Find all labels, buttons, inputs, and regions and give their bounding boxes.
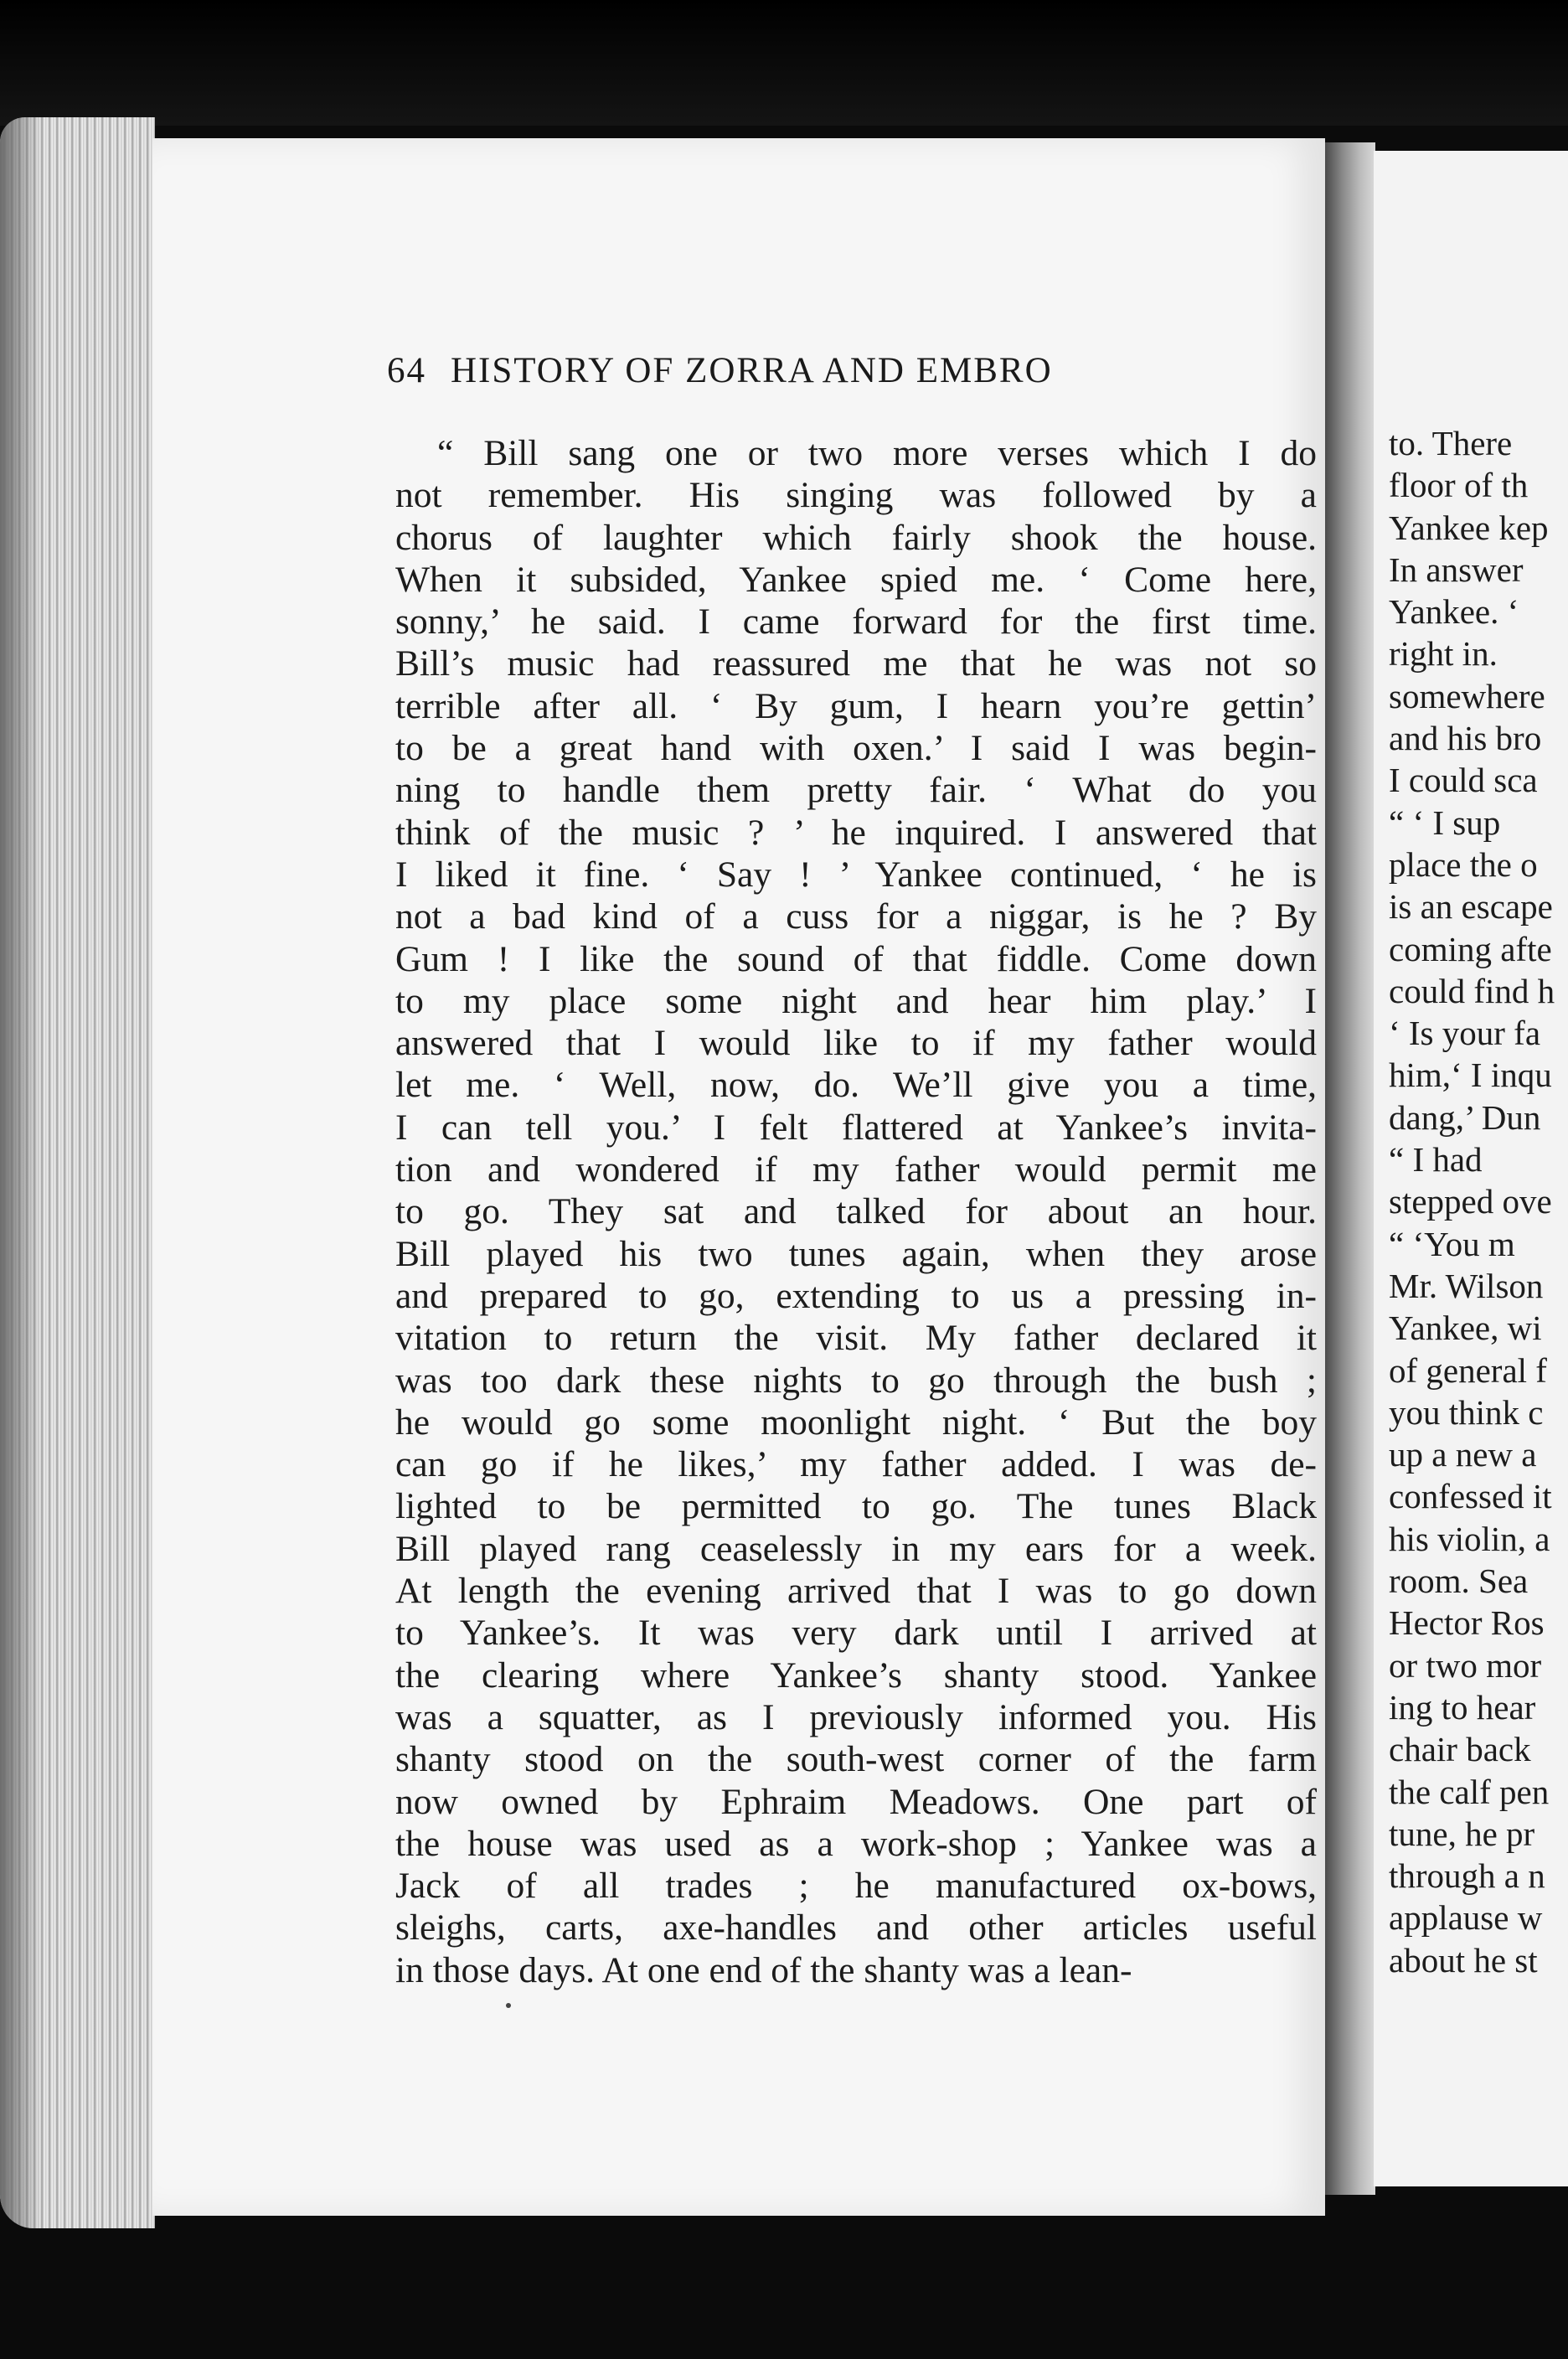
text-line: and prepared to go, extending to us a pressing in- [395, 1275, 1317, 1316]
right-page-line: or two mor [1389, 1645, 1542, 1685]
text-line: the clearing where Yankee’s shanty stood. Yankee [395, 1654, 1317, 1696]
right-page-line: “ I had [1389, 1140, 1483, 1180]
right-page-line: about he st [1389, 1940, 1538, 1980]
right-page-line: and his bro [1389, 719, 1542, 758]
right-page-line: chair back [1389, 1730, 1531, 1769]
text-line: can go if he likes,’ my father added. I was de- [395, 1444, 1317, 1485]
text-line: answered that I would like to if my father would [395, 1023, 1317, 1064]
running-head [387, 350, 1308, 400]
text-line: was too dark these nights to go through the bush ; [395, 1360, 1317, 1401]
text-line: Jack of all trades ; he manufactured ox-bows, [395, 1866, 1317, 1907]
right-page-line: him,‘ I inqu [1389, 1056, 1552, 1095]
book-gutter [1325, 142, 1375, 2195]
right-page-line: Yankee, wi [1389, 1309, 1542, 1348]
right-page-line: floor of th [1389, 466, 1529, 505]
right-page-line: ‘ Is your fa [1389, 1014, 1541, 1053]
text-line: think of the music ? ’ he inquired. I answered that [395, 812, 1317, 853]
right-page-line: up a new a [1389, 1435, 1537, 1474]
right-page-line: right in. [1389, 634, 1498, 674]
text-line: I can tell you.’ I felt flattered at Yankee’s invita- [395, 1107, 1317, 1148]
right-page-line: somewhere [1389, 676, 1545, 715]
right-page-line: his violin, a [1389, 1519, 1550, 1558]
right-page [1374, 151, 1568, 2186]
right-page-line: “ ‘You m [1389, 1224, 1515, 1263]
text-line: he would go some moonlight night. ‘ But the boy [395, 1401, 1317, 1443]
text-line: terrible after all. ‘ By gum, I hearn you’re gettin’ [395, 685, 1317, 726]
text-line: ning to handle them pretty fair. ‘ What do you [395, 770, 1317, 811]
right-page-line: Mr. Wilson [1389, 1266, 1544, 1305]
text-line: let me. ‘ Well, now, do. We’ll give you a time, [395, 1065, 1317, 1106]
right-page-line: confessed it [1389, 1477, 1552, 1516]
text-line: vitation to return the visit. My father declared it [395, 1318, 1317, 1359]
text-line: Bill’s music had reassured me that he was not so [395, 643, 1317, 684]
right-page-line: through a n [1389, 1856, 1545, 1896]
text-line: in those days. At one end of the shanty was a lean- [395, 1949, 1132, 1990]
text-line: At length the evening arrived that I was to go down [395, 1571, 1317, 1612]
text-line: to go. They sat and talked for about an hour. [395, 1191, 1317, 1232]
text-line: tion and wondered if my father would permit me [395, 1149, 1317, 1190]
right-page-line: could find h [1389, 971, 1555, 1010]
right-page-line: to. There [1389, 424, 1513, 462]
right-page-line: In answer [1389, 550, 1524, 589]
right-page-line: I could sca [1389, 761, 1538, 800]
text-line: chorus of laughter which fairly shook the house. [395, 517, 1317, 558]
text-line: shanty stood on the south-west corner of the farm [395, 1739, 1317, 1780]
ink-speck [506, 2003, 511, 2008]
right-page-line: Hector Ros [1389, 1603, 1545, 1643]
right-page-line: the calf pen [1389, 1772, 1550, 1811]
page-number: 64 [387, 351, 426, 390]
text-line: lighted to be permitted to go. The tunes Black [395, 1486, 1317, 1527]
text-line: Bill played rang ceaselessly in my ears for a week. [395, 1528, 1317, 1569]
text-line: sonny,’ he said. I came forward for the first time. [395, 601, 1317, 643]
right-page-line: Yankee kep [1389, 508, 1549, 547]
right-page-line: coming afte [1389, 929, 1552, 968]
right-page-line: place the o [1389, 844, 1538, 884]
text-line: to Yankee’s. It was very dark until I arrived at [395, 1613, 1317, 1654]
text-line: not remember. His singing was followed by a [395, 475, 1317, 516]
right-page-line: stepped ove [1389, 1182, 1552, 1221]
text-line: to be a great hand with oxen.’ I said I was begin- [395, 728, 1317, 769]
text-line: not a bad kind of a cuss for a niggar, is he ? By [395, 896, 1317, 937]
right-page-line: you think c [1389, 1392, 1544, 1432]
right-page-line: tune, he pr [1389, 1814, 1535, 1853]
book-edge-shadow [0, 117, 42, 2228]
body-text [395, 432, 1317, 1991]
text-line: Bill played his two tunes again, when they arose [395, 1233, 1317, 1274]
right-page-line: “ ‘ I sup [1389, 803, 1501, 842]
right-page-line: room. Sea [1389, 1561, 1529, 1601]
text-line: was a squatter, as I previously informed you. His [395, 1696, 1317, 1737]
text-line: I liked it fine. ‘ Say ! ’ Yankee continued, ‘ he is [395, 854, 1317, 895]
text-line: now owned by Ephraim Meadows. One part of [395, 1781, 1317, 1822]
scan-background [0, 0, 1568, 126]
text-line: to my place some night and hear him play.’ I [395, 980, 1317, 1021]
text-line: When it subsided, Yankee spied me. ‘ Come here, [395, 559, 1317, 600]
right-page-line: Yankee. ‘ [1389, 592, 1519, 632]
right-page-line: of general f [1389, 1350, 1547, 1390]
right-page-line: ing to hear [1389, 1687, 1536, 1727]
text-line: the house was used as a work-shop ; Yankee was a [395, 1823, 1317, 1864]
text-line: Gum ! I like the sound of that fiddle. Come down [395, 938, 1317, 979]
right-page-line: dang,’ Dun [1389, 1097, 1541, 1137]
running-title: HISTORY OF ZORRA AND EMBRO [451, 351, 1053, 390]
text-line: sleighs, carts, axe-handles and other articles useful [395, 1907, 1317, 1949]
right-page-line: is an escape [1389, 887, 1553, 927]
right-page-text [1389, 422, 1568, 1981]
right-page-line: applause w [1389, 1898, 1543, 1938]
text-line: “ Bill sang one or two more verses which I do [437, 433, 1317, 473]
